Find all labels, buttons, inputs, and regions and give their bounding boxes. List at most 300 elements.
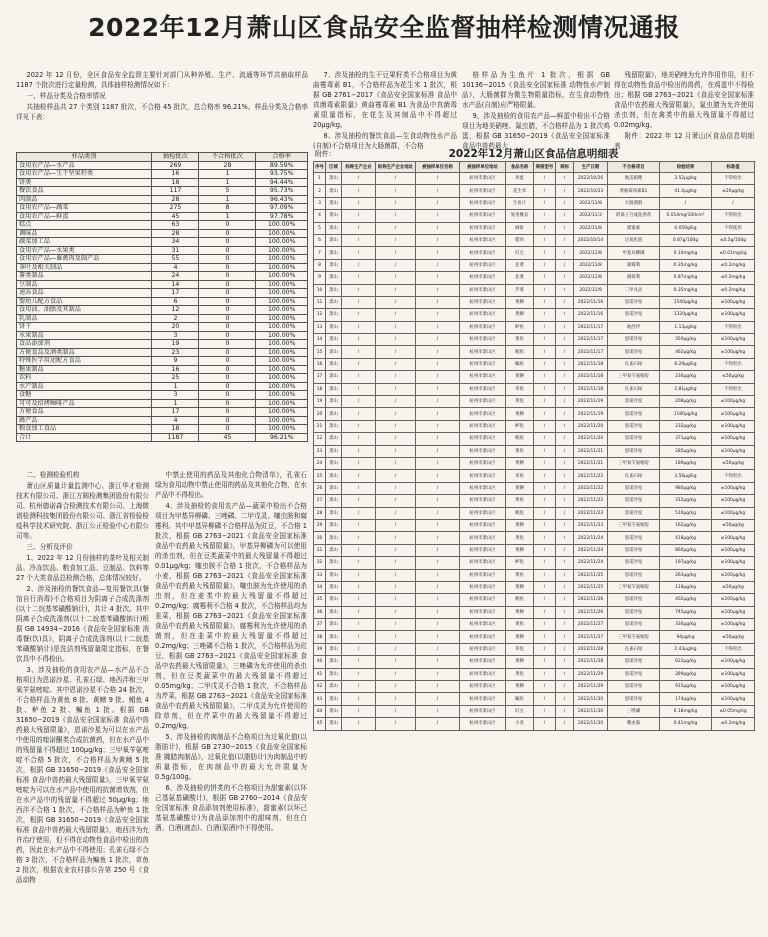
table-cell: / bbox=[534, 383, 556, 395]
table-cell: / bbox=[534, 606, 556, 618]
table-cell: ≤50μg/kg bbox=[712, 457, 755, 469]
table-cell: 0 bbox=[199, 408, 256, 417]
table-cell: 水产制品 bbox=[17, 382, 152, 391]
table-cell: / bbox=[416, 668, 460, 680]
table-cell: 93.75% bbox=[256, 170, 308, 179]
table-cell: 萧山 bbox=[326, 383, 342, 395]
table-cell: / bbox=[416, 222, 460, 234]
table-cell: ≤50μg/kg bbox=[712, 581, 755, 593]
table-cell: 9 bbox=[314, 272, 326, 284]
table-cell: 黄鳝 bbox=[506, 519, 534, 531]
table-cell: / bbox=[342, 259, 376, 271]
table-cell: / bbox=[342, 495, 376, 507]
table-cell: 28 bbox=[314, 507, 326, 519]
table-cell: 1 bbox=[199, 170, 256, 179]
table-cell: 萧山 bbox=[326, 495, 342, 507]
paragraph: 二、检测检验机构 bbox=[26, 471, 80, 479]
table-cell: 萧山 bbox=[326, 346, 342, 358]
table-cell: / bbox=[556, 358, 574, 370]
table-cell: 19 bbox=[314, 396, 326, 408]
table-cell: 1180μg/kg bbox=[660, 408, 712, 420]
table-cell: 2022/11/21 bbox=[574, 445, 608, 457]
table-cell: 0 bbox=[199, 221, 256, 230]
table-cell: 2022/10/23 bbox=[574, 185, 608, 197]
table-row bbox=[314, 668, 755, 680]
table-cell: ≤100μg/kg bbox=[712, 693, 755, 705]
table-row bbox=[314, 309, 755, 321]
table-cell: 杭州市萧山区 bbox=[460, 507, 506, 519]
table-cell: 恩诺沙星 bbox=[608, 445, 660, 457]
table-row bbox=[314, 234, 755, 246]
table-cell: 18 bbox=[314, 383, 326, 395]
table-cell: 萧山 bbox=[326, 173, 342, 185]
table-cell: 2022/11/28 bbox=[574, 656, 608, 668]
table-cell: / bbox=[534, 284, 556, 296]
table-row bbox=[314, 544, 755, 556]
table-row bbox=[314, 383, 755, 395]
table-cell: / bbox=[556, 321, 574, 333]
table-cell: / bbox=[416, 284, 460, 296]
table-cell: 4 bbox=[314, 210, 326, 222]
table-cell: 黄鱼 bbox=[506, 495, 534, 507]
column-header: 不合格批次 bbox=[199, 153, 256, 162]
table-cell: 0 bbox=[199, 331, 256, 340]
table-cell: 45 bbox=[152, 212, 199, 221]
table-cell: 三唑磷 bbox=[608, 705, 660, 717]
table-cell: 不得检出 bbox=[712, 383, 755, 395]
table-cell: 鸡蛋 bbox=[506, 173, 534, 185]
table-cell: 100.00% bbox=[256, 221, 308, 230]
table-row bbox=[314, 569, 755, 581]
table-cell: 杭州市萧山区 bbox=[460, 234, 506, 246]
table-cell: / bbox=[556, 197, 574, 209]
table-cell: 甲基异柳磷 bbox=[608, 247, 660, 259]
table-cell: 萧山 bbox=[326, 185, 342, 197]
table-cell: 3.56μg/kg bbox=[660, 470, 712, 482]
table-cell: / bbox=[556, 259, 574, 271]
table-cell: / bbox=[342, 358, 376, 370]
table-cell: 2022/11/25 bbox=[574, 581, 608, 593]
table-cell: 萧山 bbox=[326, 606, 342, 618]
table-cell: 恩诺沙星 bbox=[608, 420, 660, 432]
table-cell: / bbox=[416, 495, 460, 507]
table-row bbox=[17, 425, 308, 434]
table-cell: ≤100μg/kg bbox=[712, 408, 755, 420]
table-cell: 2022/11/26 bbox=[574, 606, 608, 618]
table-cell: 31 bbox=[152, 246, 199, 255]
table-cell: 杭州市萧山区 bbox=[460, 656, 506, 668]
table-row bbox=[17, 297, 308, 306]
table-cell: / bbox=[556, 544, 574, 556]
table-cell: 100.00% bbox=[256, 280, 308, 289]
table-cell: / bbox=[342, 234, 376, 246]
table-row bbox=[17, 340, 308, 349]
table-cell: 方便食品 bbox=[17, 408, 152, 417]
table-cell: 鲈鱼 bbox=[506, 557, 534, 569]
table-cell: 8 bbox=[199, 204, 256, 213]
table-cell: / bbox=[376, 544, 416, 556]
table-cell: 萧山 bbox=[326, 544, 342, 556]
table-cell: 0 bbox=[199, 382, 256, 391]
table-cell: 0 bbox=[199, 238, 256, 247]
table-cell: 18 bbox=[152, 425, 199, 434]
table-row bbox=[17, 212, 308, 221]
table-cell: / bbox=[342, 222, 376, 234]
table-cell: / bbox=[534, 396, 556, 408]
table-cell: 食用农产品—蔬菜 bbox=[17, 204, 152, 213]
column-header: 不合格项目 bbox=[608, 162, 660, 173]
table-cell: ≤0.05mg/kg bbox=[712, 705, 755, 717]
table-cell: 3 bbox=[152, 391, 199, 400]
table-cell: 2022/11/19 bbox=[574, 396, 608, 408]
column-header: 被抽样单位名称 bbox=[416, 162, 460, 173]
table-cell: / bbox=[416, 346, 460, 358]
table-cell: / bbox=[416, 619, 460, 631]
table-cell: 32 bbox=[314, 557, 326, 569]
table-cell: / bbox=[376, 210, 416, 222]
table-row bbox=[314, 619, 755, 631]
table-cell: ≤100μg/kg bbox=[712, 619, 755, 631]
table-cell: 2022/11/23 bbox=[574, 507, 608, 519]
table-cell: 杭州市萧山区 bbox=[460, 457, 506, 469]
table-cell: 208μg/kg bbox=[660, 396, 712, 408]
table-cell: ≤100μg/kg bbox=[712, 656, 755, 668]
table-cell: ≤0.01mg/kg bbox=[712, 247, 755, 259]
table-cell: 草鱼 bbox=[506, 470, 534, 482]
table-cell: 杭州市萧山区 bbox=[460, 222, 506, 234]
table-cell: 100.00% bbox=[256, 399, 308, 408]
table-cell: 萧山 bbox=[326, 668, 342, 680]
table-cell: 噻虫胺 bbox=[608, 718, 660, 730]
table-row bbox=[314, 173, 755, 185]
table-cell: / bbox=[556, 656, 574, 668]
table-cell: 饮料 bbox=[17, 374, 152, 383]
table-cell: 复用餐具 bbox=[506, 210, 534, 222]
table-cell: ≤100μg/kg bbox=[712, 507, 755, 519]
table-cell: / bbox=[416, 693, 460, 705]
table-cell: 萧山 bbox=[326, 396, 342, 408]
table-cell: / bbox=[342, 581, 376, 593]
table-cell: 100.00% bbox=[256, 238, 308, 247]
table-cell: 0 bbox=[199, 314, 256, 323]
table-cell: 1 bbox=[314, 173, 326, 185]
table-cell: / bbox=[534, 234, 556, 246]
table-cell: 杭州市萧山区 bbox=[460, 433, 506, 445]
table-cell: 萧山 bbox=[326, 371, 342, 383]
table-row bbox=[314, 346, 755, 358]
table-row bbox=[314, 433, 755, 445]
table-cell: 萧山 bbox=[326, 420, 342, 432]
column-header: 序号 bbox=[314, 162, 326, 173]
table-row bbox=[314, 259, 755, 271]
table-row bbox=[314, 408, 755, 420]
table-cell: 5 bbox=[314, 222, 326, 234]
table-cell: 黄鳝 bbox=[506, 408, 534, 420]
table-cell: 0 bbox=[199, 391, 256, 400]
table-cell: 杭州市萧山区 bbox=[460, 445, 506, 457]
table-cell: 黄鱼 bbox=[506, 532, 534, 544]
table-row bbox=[17, 187, 308, 196]
table-cell: 地西泮 bbox=[608, 321, 660, 333]
table-cell: / bbox=[416, 507, 460, 519]
table-cell: 食用农产品—生干坚果籽类 bbox=[17, 170, 152, 179]
table-cell: / bbox=[556, 222, 574, 234]
table-cell: 恩诺沙星 bbox=[608, 433, 660, 445]
table-cell: 恩诺沙星 bbox=[608, 668, 660, 680]
table-cell: / bbox=[376, 457, 416, 469]
table-cell: 2022/11/27 bbox=[574, 631, 608, 643]
table-cell: 萧山 bbox=[326, 656, 342, 668]
table-row bbox=[314, 334, 755, 346]
table-cell: 0 bbox=[199, 348, 256, 357]
table-cell: 恩诺沙星 bbox=[608, 656, 660, 668]
table-cell: 2022/10/14 bbox=[574, 234, 608, 246]
table-cell: 97.09% bbox=[256, 204, 308, 213]
table-cell: 杭州市萧山区 bbox=[460, 606, 506, 618]
table-cell: 黄鳝 bbox=[506, 681, 534, 693]
table-cell: 20 bbox=[152, 323, 199, 332]
table-cell: 杭州市萧山区 bbox=[460, 358, 506, 370]
table-cell: 杭州市萧山区 bbox=[460, 594, 506, 606]
table-cell: 22 bbox=[314, 433, 326, 445]
table-cell: 0 bbox=[199, 365, 256, 374]
table-cell: 鲈鱼 bbox=[506, 420, 534, 432]
table-cell: 2022/11/24 bbox=[574, 532, 608, 544]
table-cell: 6 bbox=[152, 297, 199, 306]
table-cell: / bbox=[556, 693, 574, 705]
table-cell: ≤100μg/kg bbox=[712, 482, 755, 494]
table-cell: 36 bbox=[314, 606, 326, 618]
table-cell: 萧山 bbox=[326, 321, 342, 333]
table-cell: 杭州市萧山区 bbox=[460, 210, 506, 222]
analysis-column-9-annex bbox=[614, 70, 754, 150]
table-cell: / bbox=[342, 569, 376, 581]
table-cell: 5 bbox=[199, 187, 256, 196]
table-cell: ≤20μg/kg bbox=[712, 185, 755, 197]
table-cell: / bbox=[342, 445, 376, 457]
table-cell: 23 bbox=[152, 348, 199, 357]
table-cell: / bbox=[342, 482, 376, 494]
table-cell: 33 bbox=[314, 569, 326, 581]
table-row bbox=[314, 532, 755, 544]
table-cell: 腐霉利 bbox=[608, 272, 660, 284]
table-cell: 100.00% bbox=[256, 365, 308, 374]
table-cell: 杭州市萧山区 bbox=[460, 259, 506, 271]
table-cell: / bbox=[376, 396, 416, 408]
table-row bbox=[17, 314, 308, 323]
table-row bbox=[314, 470, 755, 482]
table-cell: 0 bbox=[199, 374, 256, 383]
table-cell: / bbox=[376, 705, 416, 717]
table-cell: / bbox=[534, 296, 556, 308]
table-cell: 0 bbox=[199, 280, 256, 289]
table-cell: 孔雀石绿 bbox=[608, 643, 660, 655]
table-cell: 萧山 bbox=[326, 334, 342, 346]
table-cell: 草鱼 bbox=[506, 383, 534, 395]
table-cell: 2022/11/8 bbox=[574, 247, 608, 259]
table-cell: 杭州市萧山区 bbox=[460, 321, 506, 333]
table-header-row bbox=[314, 162, 755, 173]
table-cell: / bbox=[376, 358, 416, 370]
table-cell: / bbox=[342, 296, 376, 308]
paragraph: 萧山区质量计量监测中心、浙江华才检测技术有限公司、浙江方圆检测集团股份有限公司、杭州德诺森合检测技术有限公司、上海微谱检测科技集团股份有限公司、浙江省检验检疫科学技术研究院、浙江公正检验中心有限公司等。 bbox=[16, 482, 149, 540]
table-cell: / bbox=[534, 557, 556, 569]
table-cell: 杭州市萧山区 bbox=[460, 519, 506, 531]
table-cell: 2022/11/16 bbox=[574, 309, 608, 321]
table-cell: / bbox=[376, 383, 416, 395]
table-cell: / bbox=[376, 681, 416, 693]
table-cell: 杭州市萧山区 bbox=[460, 408, 506, 420]
table-cell: 杭州市萧山区 bbox=[460, 296, 506, 308]
table-cell: / bbox=[416, 470, 460, 482]
table-cell: 100.00% bbox=[256, 331, 308, 340]
table-row bbox=[314, 557, 755, 569]
table-cell: / bbox=[342, 718, 376, 730]
table-cell: 恩诺沙星 bbox=[608, 619, 660, 631]
table-cell: 0 bbox=[199, 399, 256, 408]
table-cell: 黄鳝 bbox=[506, 656, 534, 668]
table-cell: / bbox=[342, 408, 376, 420]
table-cell: 杭州市萧山区 bbox=[460, 544, 506, 556]
table-cell: 0.18mg/kg bbox=[660, 705, 712, 717]
table-cell: 萧山 bbox=[326, 519, 342, 531]
table-row bbox=[314, 420, 755, 432]
table-row bbox=[17, 221, 308, 230]
table-cell: 19 bbox=[152, 340, 199, 349]
table-cell: / bbox=[534, 619, 556, 631]
column-header: 被抽样单位地址 bbox=[460, 162, 506, 173]
table-cell: 杭州市萧山区 bbox=[460, 495, 506, 507]
page-title: 2022年12月萧山区食品安全监督抽样检测情况通报 bbox=[88, 13, 680, 42]
table-cell: 杭州市萧山区 bbox=[460, 383, 506, 395]
table-cell: 水果制品 bbox=[17, 331, 152, 340]
table-cell: / bbox=[376, 619, 416, 631]
sample-category-table bbox=[16, 152, 308, 442]
table-cell: / bbox=[556, 396, 574, 408]
table-cell: 杭州市萧山区 bbox=[460, 346, 506, 358]
table-cell: 94.44% bbox=[256, 178, 308, 187]
column-header: 食品名称 bbox=[506, 162, 534, 173]
annex-title: 2022年12月萧山区食品信息明细表 bbox=[448, 148, 619, 160]
table-cell: 三甲氧苄氨嘧啶 bbox=[608, 581, 660, 593]
table-cell: 合计 bbox=[17, 433, 152, 442]
table-cell: 恩诺沙星 bbox=[608, 396, 660, 408]
table-cell: / bbox=[556, 296, 574, 308]
table-cell: 41 bbox=[314, 668, 326, 680]
table-cell: 100.00% bbox=[256, 340, 308, 349]
table-cell: ≤100μg/kg bbox=[712, 532, 755, 544]
table-cell: 鲳鱼 bbox=[506, 594, 534, 606]
table-row bbox=[17, 306, 308, 315]
table-cell: / bbox=[534, 631, 556, 643]
table-cell: 100.00% bbox=[256, 289, 308, 298]
table-cell: 恩诺沙星 bbox=[608, 346, 660, 358]
table-cell: 糕点 bbox=[17, 221, 152, 230]
table-cell: 3 bbox=[314, 197, 326, 209]
table-cell: 黄鳝 bbox=[506, 606, 534, 618]
table-cell: / bbox=[416, 185, 460, 197]
table-cell: 2.81μg/kg bbox=[660, 383, 712, 395]
table-cell: ≤50μg/kg bbox=[712, 631, 755, 643]
table-cell: / bbox=[556, 234, 574, 246]
table-cell: 9 bbox=[152, 357, 199, 366]
table-row bbox=[17, 263, 308, 272]
table-cell: 孔雀石绿 bbox=[608, 358, 660, 370]
table-cell: 2022/11/30 bbox=[574, 705, 608, 717]
table-cell: 100.00% bbox=[256, 255, 308, 264]
table-cell: 29 bbox=[314, 519, 326, 531]
table-cell: 2022/11/19 bbox=[574, 408, 608, 420]
table-cell: 1320μg/kg bbox=[660, 309, 712, 321]
table-row bbox=[17, 391, 308, 400]
table-cell: / bbox=[342, 272, 376, 284]
table-cell: / bbox=[556, 718, 574, 730]
table-cell: 杭州市萧山区 bbox=[460, 643, 506, 655]
table-cell: 萧山 bbox=[326, 358, 342, 370]
table-cell: 402μg/kg bbox=[660, 594, 712, 606]
table-cell: / bbox=[556, 705, 574, 717]
table-cell: / bbox=[416, 544, 460, 556]
table-cell: 100.00% bbox=[256, 263, 308, 272]
table-cell: 0 bbox=[199, 306, 256, 315]
table-cell: 55 bbox=[152, 255, 199, 264]
table-cell: / bbox=[556, 470, 574, 482]
table-cell: / bbox=[416, 173, 460, 185]
table-cell: 622μg/kg bbox=[660, 656, 712, 668]
table-cell: 杭州市萧山区 bbox=[460, 631, 506, 643]
annex-detail-table bbox=[313, 161, 755, 731]
table-cell: 2 bbox=[152, 314, 199, 323]
table-cell: 黄鳝 bbox=[506, 631, 534, 643]
table-row bbox=[314, 606, 755, 618]
table-cell: 350μg/kg bbox=[660, 334, 712, 346]
table-cell: 蜂产品 bbox=[17, 416, 152, 425]
table-cell: 28 bbox=[152, 229, 199, 238]
table-cell: 杭州市萧山区 bbox=[460, 482, 506, 494]
table-cell: 100.00% bbox=[256, 323, 308, 332]
table-cell: 萧山 bbox=[326, 309, 342, 321]
table-cell: / bbox=[342, 396, 376, 408]
table-cell: 萧山 bbox=[326, 557, 342, 569]
table-cell: 516μg/kg bbox=[660, 507, 712, 519]
table-cell: 2022/11/21 bbox=[574, 457, 608, 469]
paragraph: 附件：2022 年 12 月萧山区食品信息明细表 bbox=[614, 132, 754, 150]
table-row bbox=[314, 358, 755, 370]
table-cell: 860μg/kg bbox=[660, 544, 712, 556]
table-cell: / bbox=[556, 631, 574, 643]
table-cell: / bbox=[416, 210, 460, 222]
table-cell: 豇豆 bbox=[506, 247, 534, 259]
table-cell: 16 bbox=[152, 365, 199, 374]
table-cell: ≤0.5g/100g bbox=[712, 234, 755, 246]
table-cell: 285μg/kg bbox=[660, 445, 712, 457]
table-cell: / bbox=[556, 519, 574, 531]
table-cell: 茶叶及相关制品 bbox=[17, 263, 152, 272]
table-row bbox=[314, 321, 755, 333]
table-cell: / bbox=[534, 656, 556, 668]
table-cell: / bbox=[376, 656, 416, 668]
table-cell: 96.43% bbox=[256, 195, 308, 204]
table-row bbox=[17, 195, 308, 204]
table-cell: / bbox=[534, 420, 556, 432]
table-row bbox=[314, 681, 755, 693]
table-cell: 174μg/kg bbox=[660, 693, 712, 705]
table-cell: ≤100μg/kg bbox=[712, 296, 755, 308]
table-cell: / bbox=[534, 309, 556, 321]
table-row bbox=[17, 374, 308, 383]
table-cell: 糖果制品 bbox=[17, 365, 152, 374]
table-cell: 腊肉 bbox=[506, 234, 534, 246]
